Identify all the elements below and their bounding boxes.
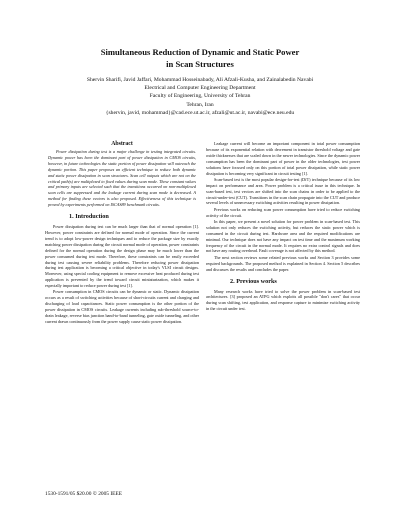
abstract-body	[45, 149, 199, 208]
author-block	[0, 76, 400, 117]
right-paragraph-2: Scan-based test is the most popular design-for-test (DfT) technique because of its low impact on performance and area. Power problem is a critical issue in this technique. In scan-based test, test vectors are shifted into the scan chains in order to be applied to the circuit-under-test (CUT). Transitions in the scan chain propagate into the CUT and produce several levels of unnecessary switching activities resulting in power dissipation.	[206, 176, 360, 206]
author-emails: {shervin, javid, mohammad}@cad.ece.ut.ac.ir, afzali@ut.ac.ir, navabi@ece.neu.edu	[105, 109, 295, 116]
intro-paragraph-1: Power dissipation during test can be much larger than that of normal operation [1]. However, power constraints are defined for normal mode of operation. Since the current trend is to adopt low-power design techniques and to reduce the package size by exactly matching power dissipation during the circuit normal mode of operation, power constraints defined for the normal operation during the design phase may be much lower than the power consumed during test mode. Therefore, these constraints can be easily exceeded during test causing severe reliability problems. Therefore reducing power dissipation during test application is becoming a critical objective in today's VLSI circuit designs. Moreover, using special cooling equipment to remove excessive heat produced during test application is prevented by the trend toward circuit miniaturization, which makes it especially important to reduce power during test [1].	[45, 224, 199, 289]
right-paragraph-3: Previous works on reducing scan power consumption have tried to reduce switching activity of the circuit.	[206, 206, 360, 218]
affiliation-department: Electrical and Computer Engineering Department	[144, 85, 256, 92]
left-column	[45, 140, 199, 325]
title-line-2: in Scan Structures	[166, 59, 234, 69]
author-names: Shervin Sharifi, Javid Jaffari, Mohammad Hosseinabady, Ali Afzali-Kusha, and Zainalabedin Navabi	[86, 77, 314, 83]
title-line-1: Simultaneous Reduction of Dynamic and Static Power	[100, 47, 300, 57]
abstract-text: Power dissipation during test is a major challenge in testing integrated circuits. Dynamic power has been the dominant part of power dissipation in CMOS circuits, however, in future technologies the static portion of power dissipation will outreach the dynamic portion. This paper proposes an efficient technique to reduce both dynamic and static power dissipation in scan structures. Scan cell outputs which are not on the critical path(s) are multiplexed to fixed values during scan mode. These constant values and primary inputs are selected such that the transitions occurred on non-multiplexed scan cells are suppressed and the leakage current during scan mode is decreased. A method for finding these vectors is also proposed. Effectiveness of this technique is proved by experiments performed on ISCAS89 benchmark circuits.	[48, 149, 196, 208]
affiliation-city: Tehran, Iran	[186, 101, 214, 108]
abstract-heading: Abstract	[111, 141, 133, 147]
copyright-footer: 1530-1591/05 $20.00 © 2005 IEEE	[45, 491, 123, 497]
paper-title	[0, 46, 400, 70]
right-paragraph-4: In this paper, we present a novel solution for power problem in scan-based test. This solution not only reduces the switching activity, but reduces the static power which is consumed in the circuit during test. Hardware area and the required modifications are minimal. Our technique does not have any impact on test time and the maximum working frequency of the circuit in the normal mode. It requires no extra control signals and does not have any routing overhead. Fault coverage is not affected by this method.	[206, 218, 360, 254]
introduction-heading: 1. Introduction	[69, 213, 109, 221]
previous-works-heading: 2. Previous works	[230, 277, 277, 285]
right-paragraph-1: Leakage current will become an important component in total power consumption because of its exponential relation with decrement in transistor threshold voltage and gate oxide thicknesses that are scaled down in the newer technologies. Since the dynamic power consumption has been the dominant part of power in the older technologies, test power solutions have focused only on this portion of total power dissipation, while static power dissipation is becoming very significant in circuit testing [1].	[206, 141, 360, 176]
right-paragraph-6: Many research works have tried to solve the power problem in scan-based test architectures. [3] proposed an ATPG which exploits all possible "don't cares" that occur during scan shifting, test application, and response capture to minimize switching activity in the circuit under test.	[206, 288, 360, 312]
affiliation-faculty: Faculty of Engineering, University of Tehran	[149, 93, 251, 100]
right-paragraph-5: The next section reviews some related previous works and Section 3 provides some required backgrounds. The proposed method is explained in Section 4. Section 5 describes and discusses the results and concludes the paper.	[206, 254, 360, 272]
right-column	[206, 141, 360, 313]
intro-paragraph-2: Power consumption in CMOS circuits can be dynamic or static. Dynamic dissipation occurs as a result of switching activities because of short-circuits current and charging and discharging of load capacitances. Static power consumption is the other portion of the power dissipation in CMOS circuits. Leakage currents including sub-threshold source-to-drain leakage, reverse bias junction band-to-band tunneling, gate oxide tunneling, and other current drawn continuously from the power supply cause static power dissipation.	[45, 289, 199, 324]
